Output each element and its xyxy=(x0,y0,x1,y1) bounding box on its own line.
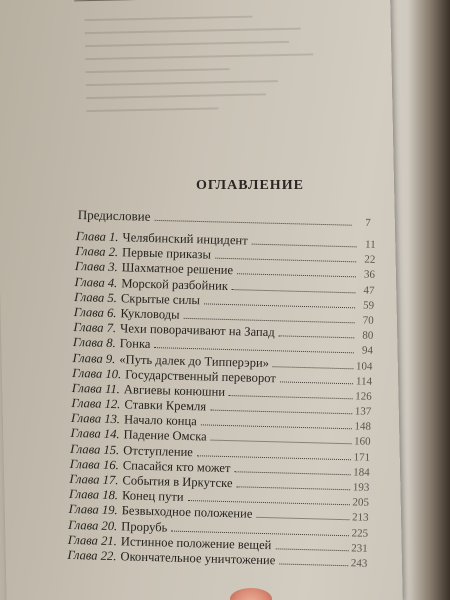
chapter-title: Авгиевы конюшни xyxy=(123,382,226,399)
toc-chapter-list xyxy=(67,229,376,571)
chapter-label: Глава 17. xyxy=(69,471,119,488)
dot-leader xyxy=(210,410,352,415)
chapter-label: Глава 11. xyxy=(71,380,121,397)
dot-leader xyxy=(252,244,357,248)
chapter-title: Шахматное решение xyxy=(121,260,234,278)
chapter-page-number: 225 xyxy=(351,526,369,540)
chapter-title: Челябинский инцидент xyxy=(122,230,248,248)
chapter-label: Глава 22. xyxy=(67,547,117,564)
chapter-page-number: 205 xyxy=(352,496,370,509)
chapter-title: Морской разбойник xyxy=(121,275,229,293)
dot-leader xyxy=(280,381,353,384)
dot-leader xyxy=(188,500,350,505)
dot-leader xyxy=(154,220,351,226)
chapter-page-number: 171 xyxy=(353,450,371,464)
dot-leader xyxy=(232,289,356,293)
chapter-label: Глава 1. xyxy=(75,229,119,245)
toc-heading: ОГЛАВЛЕНИЕ xyxy=(196,178,304,193)
chapter-title: Ставки Кремля xyxy=(124,397,207,414)
dot-leader xyxy=(236,486,349,490)
top-rule-line xyxy=(74,0,369,1)
chapter-page-number: 213 xyxy=(351,511,369,525)
chapter-title: Безвыходное положение xyxy=(121,503,253,522)
chapter-label: Глава 4. xyxy=(74,274,118,290)
chapter-title: Чехи поворачивают на Запад xyxy=(119,321,275,340)
chapter-label: Глава 19. xyxy=(68,502,118,518)
chapter-title: События в Иркутске xyxy=(122,473,233,491)
chapter-title: Прорубь xyxy=(121,518,168,535)
chapter-label: Глава 12. xyxy=(71,396,121,412)
chapter-title: Кукловоды xyxy=(120,306,180,322)
chapter-page-number: 231 xyxy=(351,542,368,555)
chapter-title: Конец пути xyxy=(121,488,184,505)
dot-leader xyxy=(234,471,350,475)
chapter-label: Глава 10. xyxy=(72,365,122,381)
chapter-label: Глава 6. xyxy=(73,304,117,321)
chapter-label: Глава 3. xyxy=(74,259,118,275)
chapter-title: Спасайся кто может xyxy=(122,458,231,475)
dot-leader xyxy=(171,530,348,536)
chapter-title: Отступление xyxy=(123,442,194,459)
dot-leader xyxy=(273,366,353,369)
chapter-page-number: 22 xyxy=(364,253,376,267)
chapter-page-number: 160 xyxy=(353,435,371,449)
chapter-page-number: 59 xyxy=(362,299,375,312)
dot-leader xyxy=(256,517,349,520)
chapter-page-number: 126 xyxy=(355,390,372,403)
preface-title: Предисловие xyxy=(77,207,151,224)
chapter-label: Глава 20. xyxy=(68,517,118,533)
chapter-page-number: 47 xyxy=(363,284,375,297)
chapter-label: Глава 5. xyxy=(74,289,118,305)
chapter-label: Глава 18. xyxy=(68,487,119,503)
preface-page-number: 7 xyxy=(365,217,371,230)
show-through-text xyxy=(85,14,328,149)
chapter-title: Начало конца xyxy=(123,412,197,429)
dot-leader xyxy=(279,563,348,566)
chapter-page-number: 80 xyxy=(362,329,374,342)
dot-leader xyxy=(275,548,348,551)
dot-leader xyxy=(215,258,356,263)
chapter-page-number: 148 xyxy=(354,420,372,434)
chapter-label: Глава 14. xyxy=(70,426,120,442)
chapter-label: Глава 21. xyxy=(67,532,118,548)
chapter-page-number: 137 xyxy=(354,405,372,418)
chapter-page-number: 104 xyxy=(355,359,373,373)
chapter-label: Глава 9. xyxy=(72,350,116,366)
chapter-title: Скрытые силы xyxy=(120,290,201,308)
chapter-page-number: 193 xyxy=(352,481,370,494)
chapter-label: Глава 16. xyxy=(69,456,120,473)
chapter-title: Истинное положение вещей xyxy=(120,534,272,552)
chapter-title: Первые приказы xyxy=(121,245,212,262)
chapter-page-number: 36 xyxy=(363,268,376,282)
chapter-page-number: 243 xyxy=(350,557,368,570)
chapter-label: Глава 8. xyxy=(72,335,116,351)
chapter-page-number: 94 xyxy=(361,344,374,358)
chapter-label: Глава 7. xyxy=(73,320,117,336)
chapter-label: Глава 2. xyxy=(75,244,119,260)
chapter-label: Глава 13. xyxy=(70,411,121,427)
chapter-page-number: 184 xyxy=(353,466,370,479)
chapter-title: Государственный переворот xyxy=(125,367,277,385)
dot-leader xyxy=(211,440,351,445)
dot-leader xyxy=(279,335,355,338)
chapter-label: Глава 15. xyxy=(70,441,120,457)
dot-leader xyxy=(237,274,356,278)
dot-leader xyxy=(201,425,352,430)
dot-leader xyxy=(229,395,352,399)
dot-leader xyxy=(197,455,351,460)
chapter-title: Гонка xyxy=(119,336,151,352)
dot-leader xyxy=(184,318,355,323)
chapter-title: Окончательное уничтожение xyxy=(120,549,276,568)
chapter-page-number: 70 xyxy=(362,314,374,327)
chapter-page-number: 11 xyxy=(364,238,376,251)
chapter-page-number: 114 xyxy=(355,375,373,388)
chapter-title: Падение Омска xyxy=(123,427,207,444)
dot-leader xyxy=(204,303,355,308)
chapter-title: «Путь далек до Типперэри» xyxy=(119,351,270,370)
